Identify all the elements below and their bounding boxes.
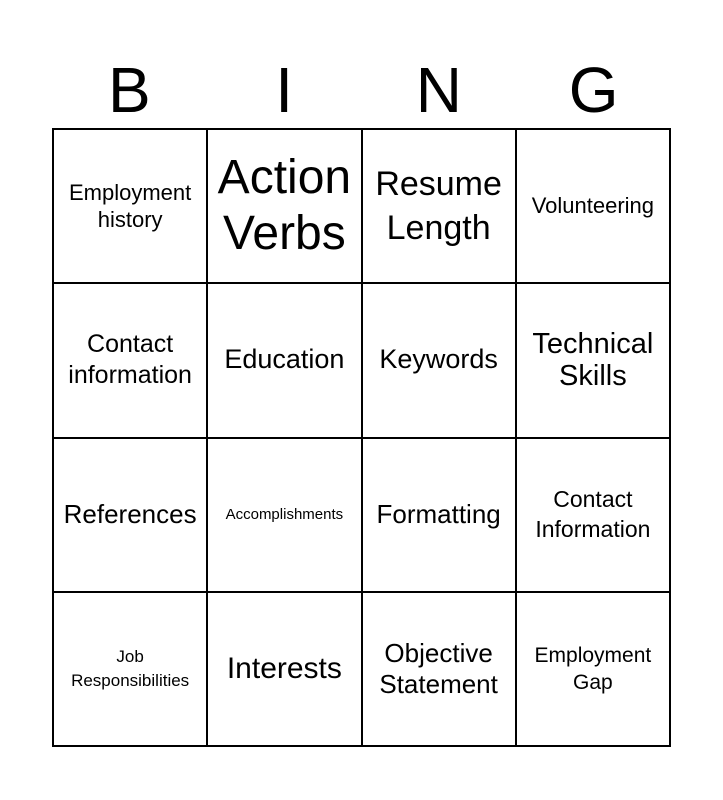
bingo-cell[interactable]	[517, 130, 671, 284]
bingo-cell[interactable]	[208, 284, 362, 438]
cell-text-job-responsibilities: Job Responsibilities	[71, 647, 190, 690]
cell-text-action-verbs: Action Verbs	[217, 150, 352, 261]
bingo-cell[interactable]	[208, 593, 362, 747]
cell-text-references: References	[63, 499, 197, 530]
header-letter-n: N	[415, 54, 462, 126]
cell-text-employment-history: Employment history	[68, 179, 192, 233]
cell-text-technical-skills: Technical Skills	[532, 327, 654, 393]
cell-text-contact-information-2: Contact Information	[535, 485, 651, 542]
cell-text-employment-gap: Employment Gap	[534, 643, 652, 694]
bingo-card-grid	[52, 128, 671, 747]
cell-text-accomplishments: Accomplishments	[225, 506, 344, 524]
bingo-cell[interactable]	[363, 439, 517, 593]
bingo-cell[interactable]	[54, 284, 208, 438]
bingo-cell[interactable]	[208, 130, 362, 284]
bingo-cell[interactable]	[208, 439, 362, 593]
cell-text-keywords: Keywords	[379, 344, 498, 375]
bingo-cell[interactable]	[363, 130, 517, 284]
header-letter-i: I	[275, 54, 294, 126]
bingo-cell[interactable]	[517, 284, 671, 438]
bingo-cell[interactable]	[54, 439, 208, 593]
header-letter-b: B	[108, 54, 151, 126]
cell-text-contact-information: Contact information	[68, 330, 192, 390]
cell-text-formatting: Formatting	[376, 499, 501, 530]
bingo-cell[interactable]	[363, 593, 517, 747]
bingo-header	[52, 52, 671, 128]
cell-text-objective-statement: Objective Statement	[379, 638, 498, 699]
bingo-cell[interactable]	[54, 593, 208, 747]
bingo-cell[interactable]	[54, 130, 208, 284]
bingo-cell[interactable]	[517, 439, 671, 593]
cell-text-volunteering: Volunteering	[531, 193, 655, 219]
cell-text-resume-length: Resume Length	[375, 164, 502, 248]
bingo-cell[interactable]	[363, 284, 517, 438]
header-letter-g: G	[568, 54, 619, 126]
cell-text-education: Education	[224, 344, 345, 375]
cell-text-interests: Interests	[226, 652, 342, 686]
bingo-cell[interactable]	[517, 593, 671, 747]
